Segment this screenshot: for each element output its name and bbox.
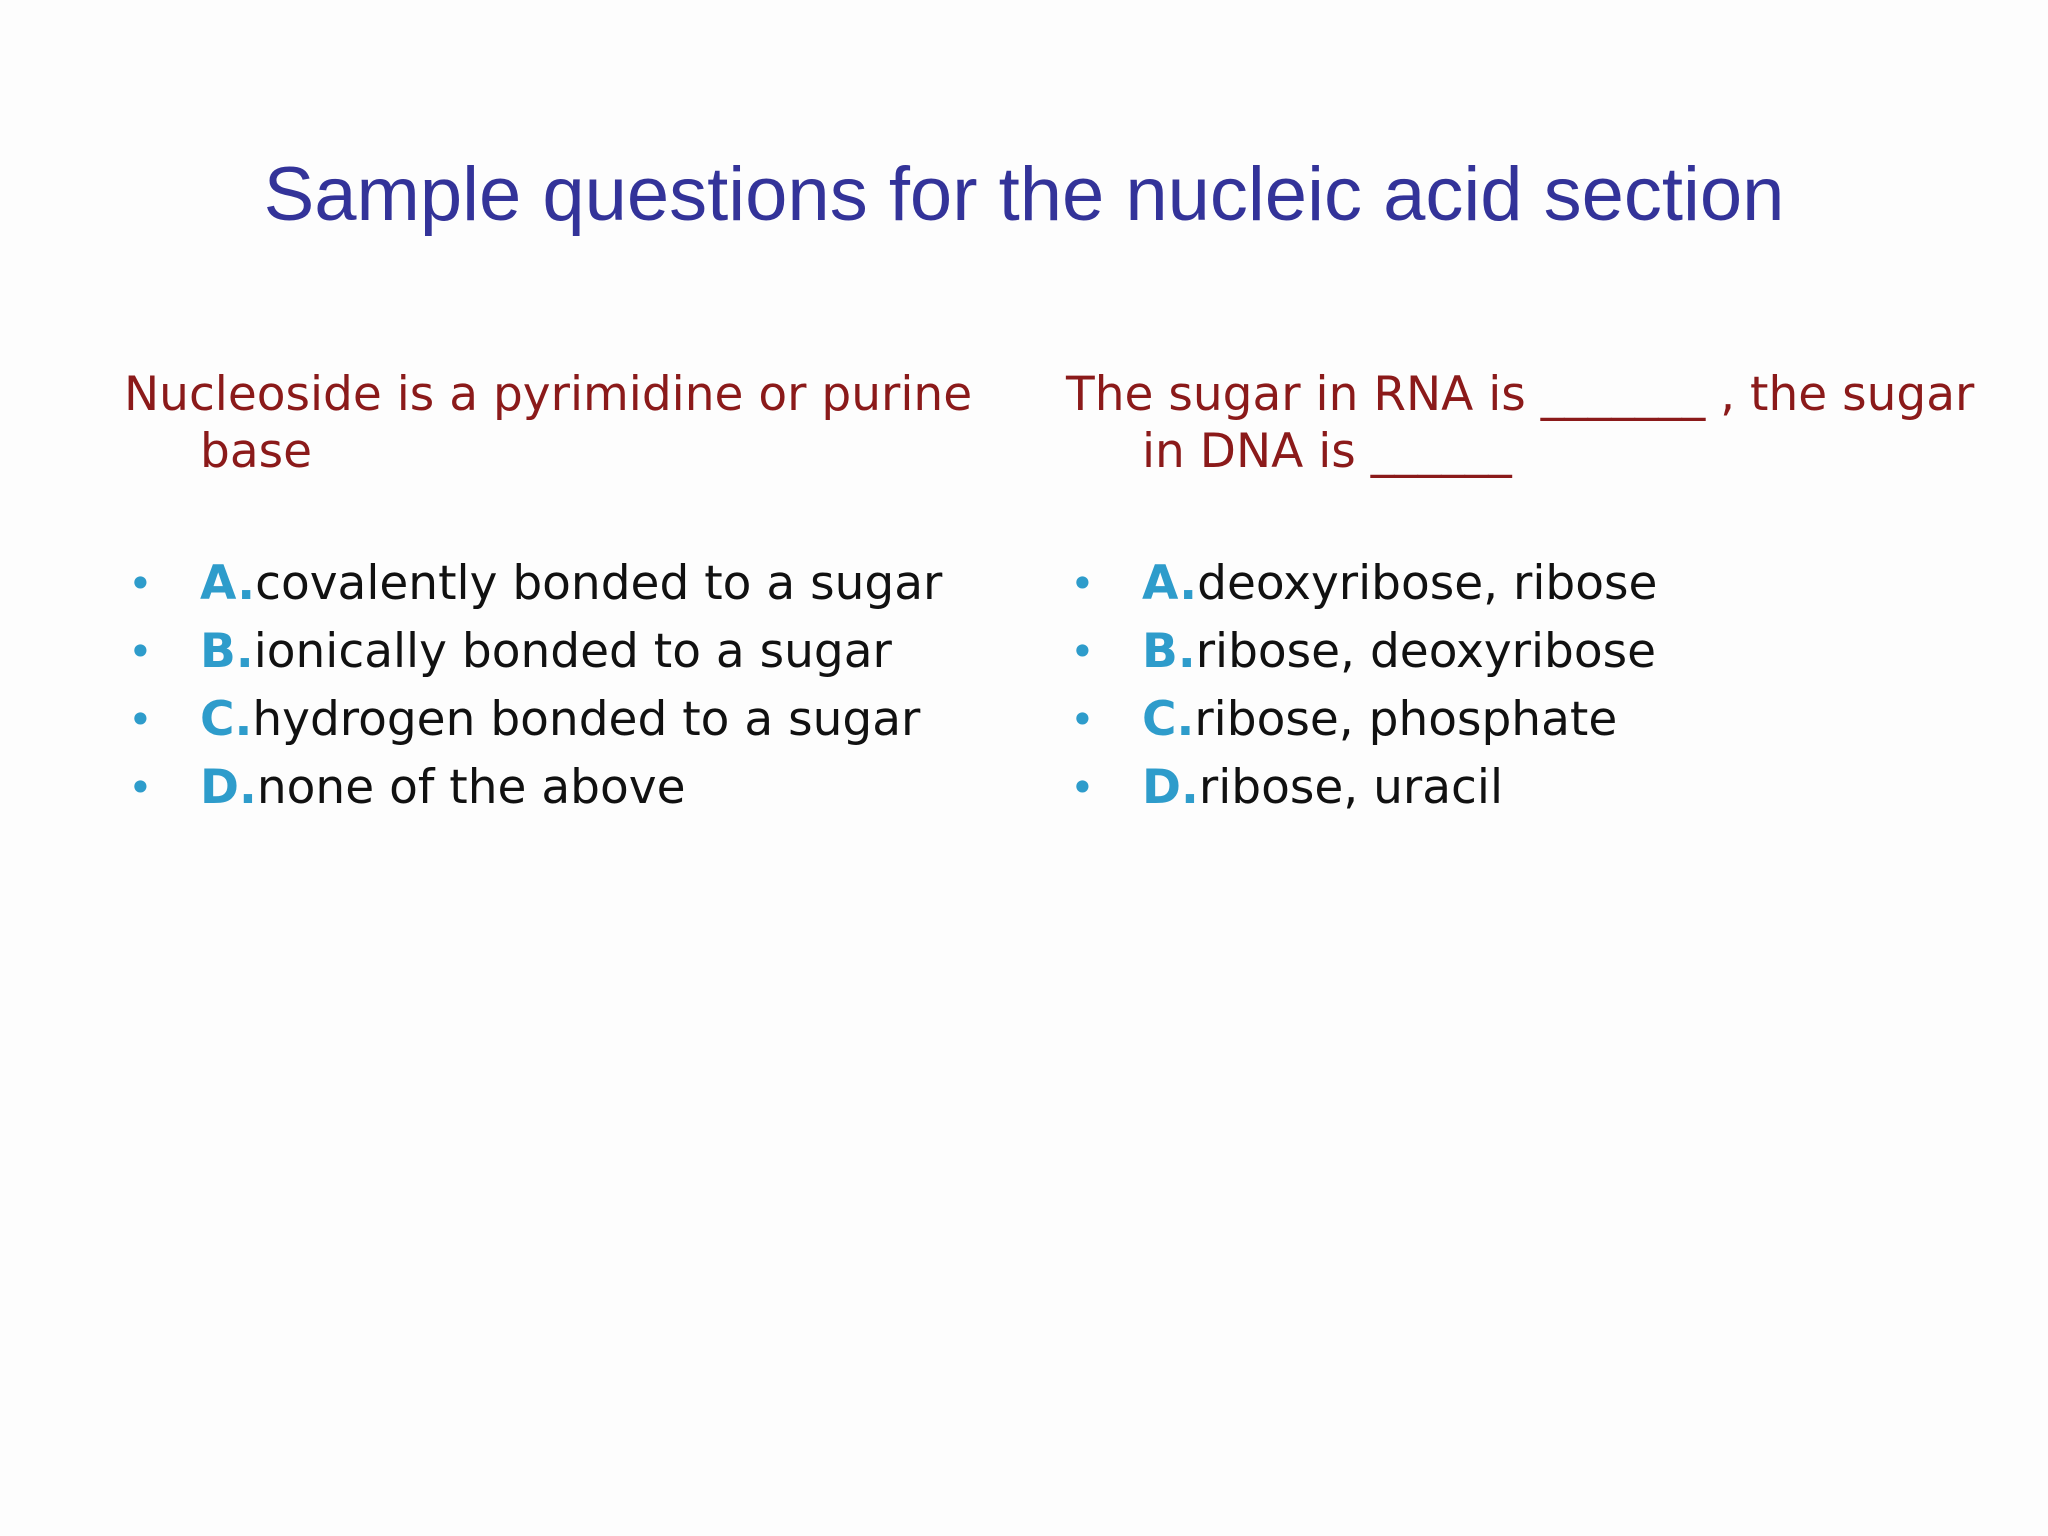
option-letter: C.: [1142, 692, 1195, 747]
bullet-icon: •: [128, 559, 153, 608]
question-1-prompt: Nucleoside is a pyrimidine or purine base: [124, 367, 988, 479]
option-letter: B.: [200, 624, 254, 679]
question-2-options: [1066, 555, 2006, 816]
bullet-icon: •: [1070, 763, 1095, 812]
option-letter: D.: [1142, 760, 1199, 815]
question-2-option-a[interactable]: [1066, 555, 2006, 612]
bullet-icon: •: [128, 695, 153, 744]
bullet-icon: •: [1070, 627, 1095, 676]
option-letter: D.: [200, 760, 257, 815]
question-1-option-d[interactable]: [124, 759, 1004, 816]
option-letter: C.: [200, 692, 253, 747]
option-letter: A.: [1142, 556, 1198, 611]
question-2: [1066, 366, 2006, 827]
option-text: ribose, deoxyribose: [1195, 624, 1657, 679]
bullet-icon: •: [128, 763, 153, 812]
option-text: ribose, phosphate: [1194, 692, 1618, 747]
question-1-options: [124, 555, 1004, 816]
option-text: none of the above: [256, 760, 686, 815]
option-text: ionically bonded to a sugar: [253, 624, 892, 679]
question-2-option-b[interactable]: [1066, 623, 2006, 680]
option-letter: B.: [1142, 624, 1196, 679]
option-text: hydrogen bonded to a sugar: [252, 692, 921, 747]
question-2-prompt: The sugar in RNA is _______ , the sugar in DNA is ______: [1066, 367, 1990, 479]
slide-title: Sample questions for the nucleic acid section: [263, 152, 1785, 237]
question-1-option-a[interactable]: [124, 555, 1004, 612]
option-text: deoxyribose, ribose: [1197, 556, 1658, 611]
option-letter: A.: [200, 556, 256, 611]
question-2-option-c[interactable]: [1066, 691, 2006, 748]
option-text: covalently bonded to a sugar: [255, 556, 943, 611]
question-1-option-c[interactable]: [124, 691, 1004, 748]
bullet-icon: •: [1070, 695, 1095, 744]
option-text: ribose, uracil: [1198, 760, 1503, 815]
question-1-option-b[interactable]: [124, 623, 1004, 680]
question-2-option-d[interactable]: [1066, 759, 2006, 816]
question-1: [124, 366, 1004, 827]
bullet-icon: •: [128, 627, 153, 676]
bullet-icon: •: [1070, 559, 1095, 608]
